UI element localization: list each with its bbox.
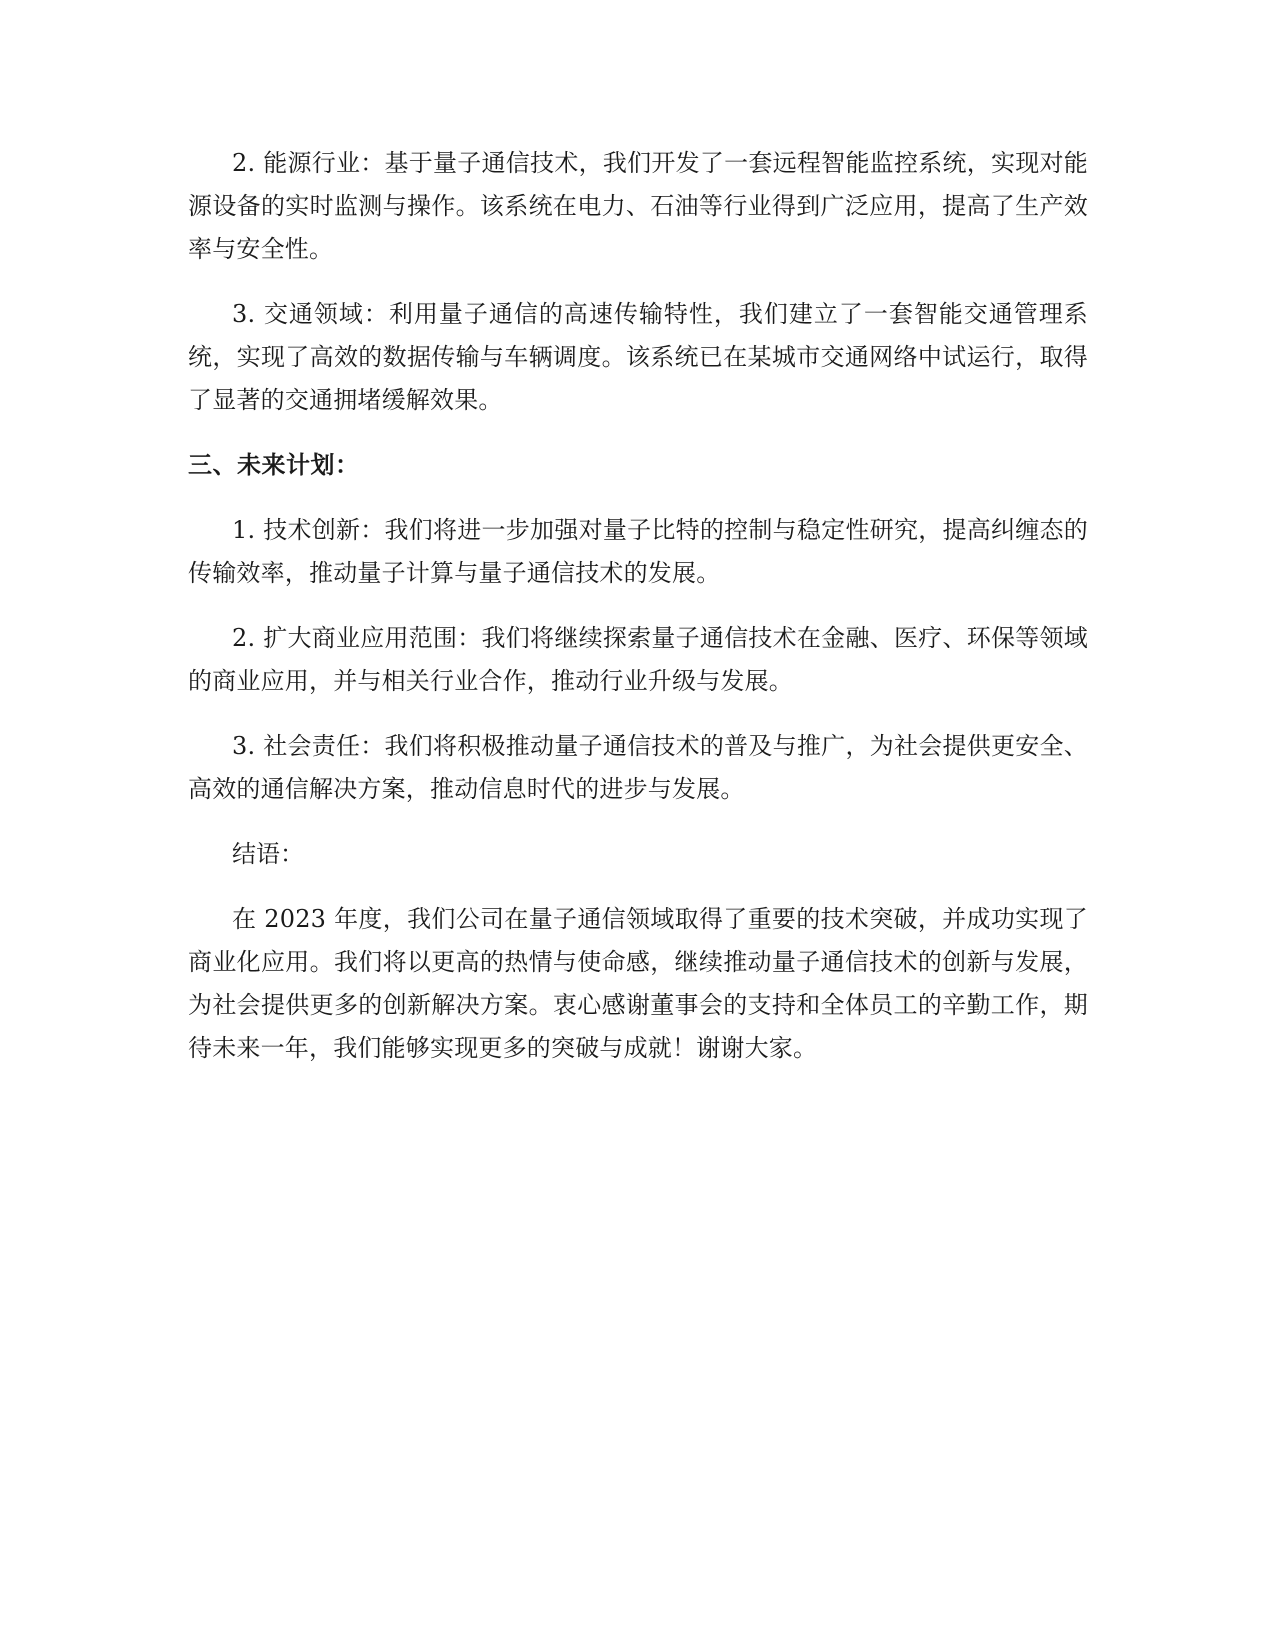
closing-label: 结语： [232, 840, 304, 868]
paragraph-transportation: 3. 交通领域：利用量子通信的高速传输特性，我们建立了一套智能交通管理系统，实现了高效的数据传输与车辆调度。该系统已在某城市交通网络中试运行，取得了显著的交通拥堵缓解效果。 [188, 300, 1088, 414]
plan-item-social-responsibility: 3. 社会责任：我们将积极推动量子通信技术的普及与推广，为社会提供更安全、高效的通信解决方案，推动信息时代的进步与发展。 [188, 732, 1088, 803]
plan-item-business-expansion: 2. 扩大商业应用范围：我们将继续探索量子通信技术在金融、医疗、环保等领域的商业应用，并与相关行业合作，推动行业升级与发展。 [188, 624, 1088, 695]
plan-item-tech-innovation: 1. 技术创新：我们将进一步加强对量子比特的控制与稳定性研究，提高纠缠态的传输效率，推动量子计算与量子通信技术的发展。 [188, 516, 1088, 587]
paragraph-energy-industry: 2. 能源行业：基于量子通信技术，我们开发了一套远程智能监控系统，实现对能源设备的实时监测与操作。该系统在电力、石油等行业得到广泛应用，提高了生产效率与安全性。 [188, 149, 1088, 263]
section-heading-future-plans: 三、未来计划： [188, 451, 360, 479]
closing-paragraph: 在 2023 年度，我们公司在量子通信领域取得了重要的技术突破，并成功实现了商业化应用。我们将以更高的热情与使命感，继续推动量子通信技术的创新与发展，为社会提供更多的创新解决方案。衷心感谢董事会的支持和全体员工的辛勤工作，期待未来一年，我们能够实现更多的突破与成就！谢谢大家。 [188, 905, 1088, 1062]
document-body [188, 142, 1088, 1070]
